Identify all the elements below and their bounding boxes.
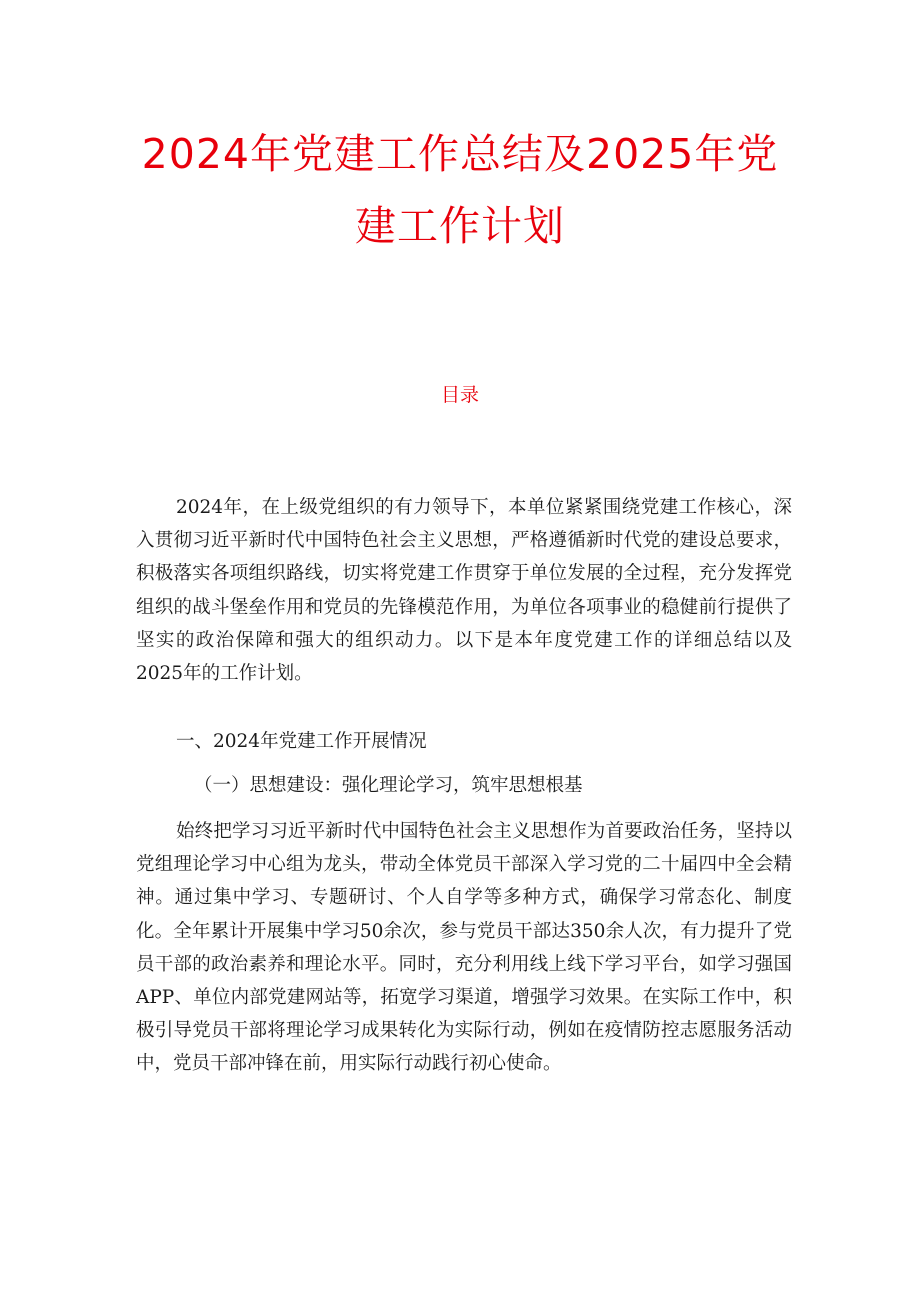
document-title-line-2: 建工作计划 [355, 202, 565, 250]
subsection-1-paragraph: 始终把学习习近平新时代中国特色社会主义思想作为首要政治任务，坚持以党组理论学习中心组为龙头，带动全体党员干部深入学习党的二十届四中全会精神。通过集中学习、专题研讨、个人自学等多种方式，确保学习常态化、制度化。全年累计开展集中学习50余次，参与党员干部达350余人次，有力提升了党员干部的政治素养和理论水平。同时，充分利用线上线下学习平台，如学习强国APP、单位内部党建网站等，拓宽学习渠道，增强学习效果。在实际工作中，积极引导党员干部将理论学习成果转化为实际行动，例如在疫情防控志愿服务活动中，党员干部冲锋在前，用实际行动践行初心使命。 [136, 821, 792, 1075]
section-1-heading: 一、2024年党建工作开展情况 [176, 731, 427, 752]
intro-paragraph: 2024年，在上级党组织的有力领导下，本单位紧紧围绕党建工作核心，深入贯彻习近平新时代中国特色社会主义思想，严格遵循新时代党的建设总要求，积极落实各项组织路线，切实将党建工作贯穿于单位发展的全过程，充分发挥党组织的战斗堡垒作用和党员的先锋模范作用，为单位各项事业的稳健前行提供了坚实的政治保障和强大的组织动力。以下是本年度党建工作的详细总结以及2025年的工作计划。 [136, 497, 792, 685]
table-of-contents-label: 目录 [440, 384, 479, 406]
document-title-line-1: 2024年党建工作总结及2025年党 [141, 130, 779, 178]
subsection-1-heading: （一）思想建设：强化理论学习，筑牢思想根基 [194, 775, 583, 796]
